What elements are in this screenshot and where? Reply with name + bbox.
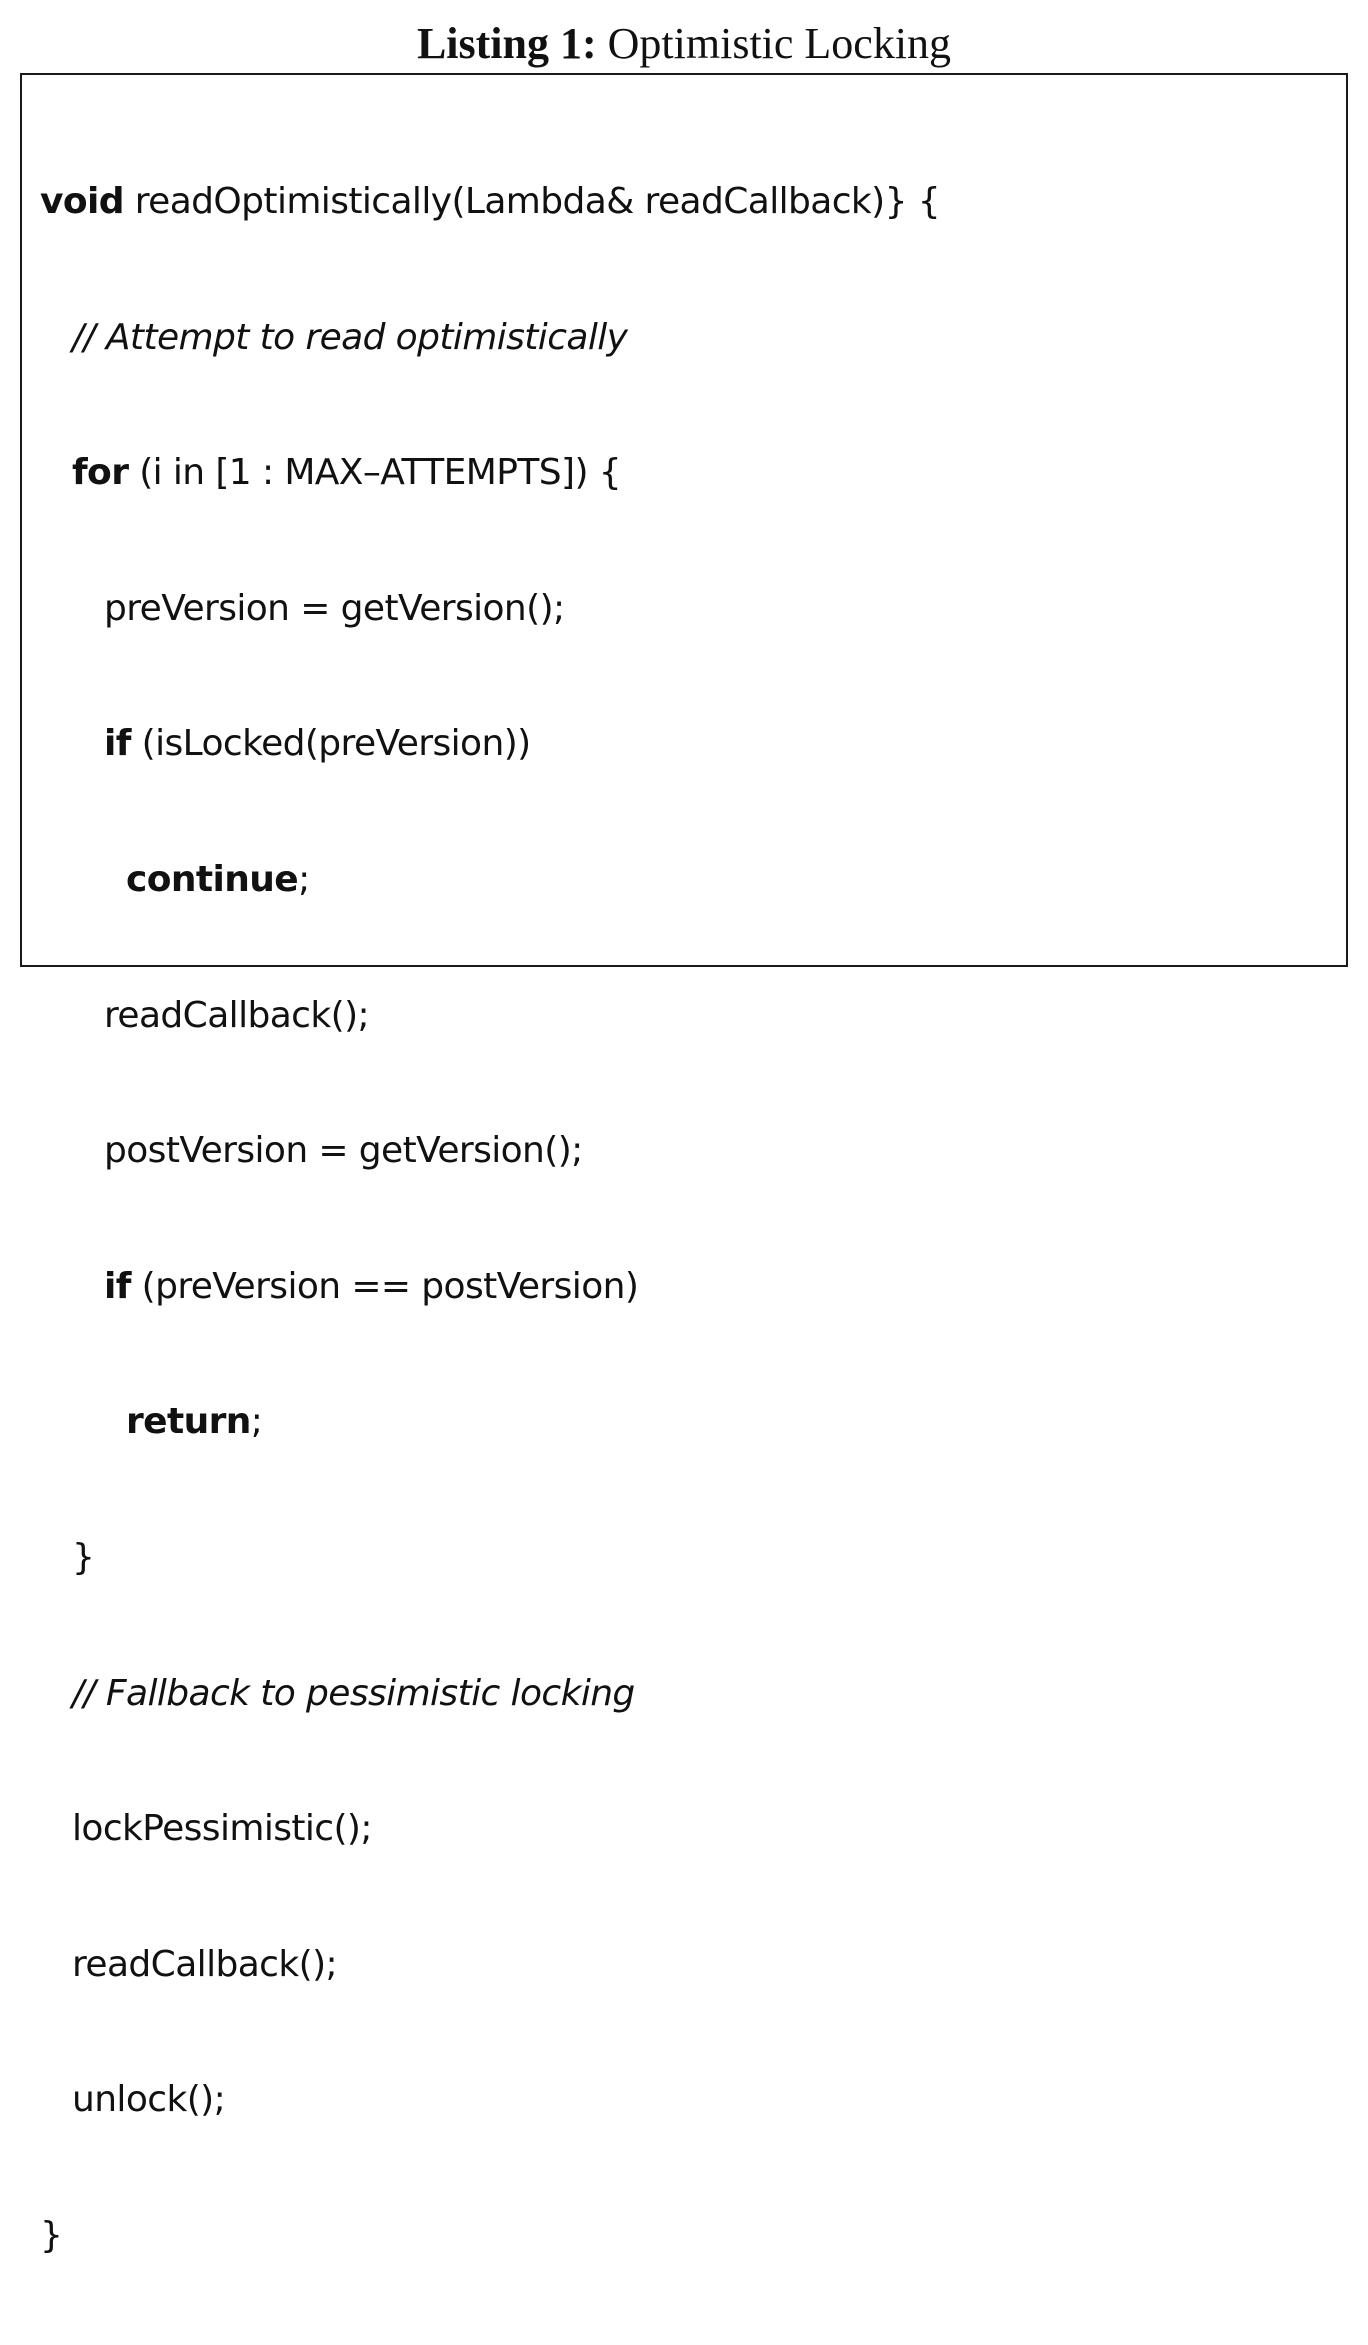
code-text: preVersion = getVersion(); [104,587,565,629]
code-line-2 [40,311,940,365]
code-line-3 [40,446,940,500]
code-line-11 [40,1531,940,1585]
code-line-5 [40,717,940,771]
code-keyword: continue [126,858,299,900]
code-line-9 [40,1260,940,1314]
code-line-1 [40,175,940,229]
code-comment: // Attempt to read optimistically [72,316,628,358]
code-line-7 [40,989,940,1043]
code-text: readOptimistically(Lambda& readCallback)} { [123,181,941,222]
code-line-12 [40,1667,940,1721]
code-comment: // Fallback to pessimistic locking [72,1672,635,1714]
listing-title: Optimistic Locking [607,19,952,68]
code-text: (isLocked(preVersion)) [130,723,531,765]
code-text: postVersion = getVersion(); [104,1130,583,1172]
code-text: readCallback(); [72,1943,338,1985]
code-listing-box [20,73,1348,2256]
code-text: } [40,2214,63,2256]
code-text: } [72,1536,95,1578]
code-text: readCallback(); [104,994,370,1036]
code-keyword: return [126,1401,251,1443]
code-keyword: if [104,723,131,765]
code-text: unlock(); [72,2079,226,2121]
listing-caption [0,14,1368,74]
code-line-4 [40,582,940,636]
code-line-8 [40,1124,940,1178]
code-text: ; [250,1401,263,1443]
code-line-14 [40,1938,940,1992]
code-line-16 [40,2209,940,2263]
code-text: lockPessimistic(); [72,1808,372,1850]
code-line-13 [40,1802,940,1856]
code-block [40,93,940,2345]
code-keyword: for [72,452,129,494]
code-keyword: void [40,181,124,222]
code-line-10 [40,1395,940,1449]
code-text: (i in [1 : MAX–ATTEMPTS]) { [128,452,622,494]
code-line-6 [40,853,940,907]
code-line-15 [40,2073,940,2127]
code-text: (preVersion == postVersion) [130,1265,639,1307]
code-keyword: if [104,1265,131,1307]
listing-label: Listing 1: [416,19,597,68]
code-text: ; [298,858,310,900]
